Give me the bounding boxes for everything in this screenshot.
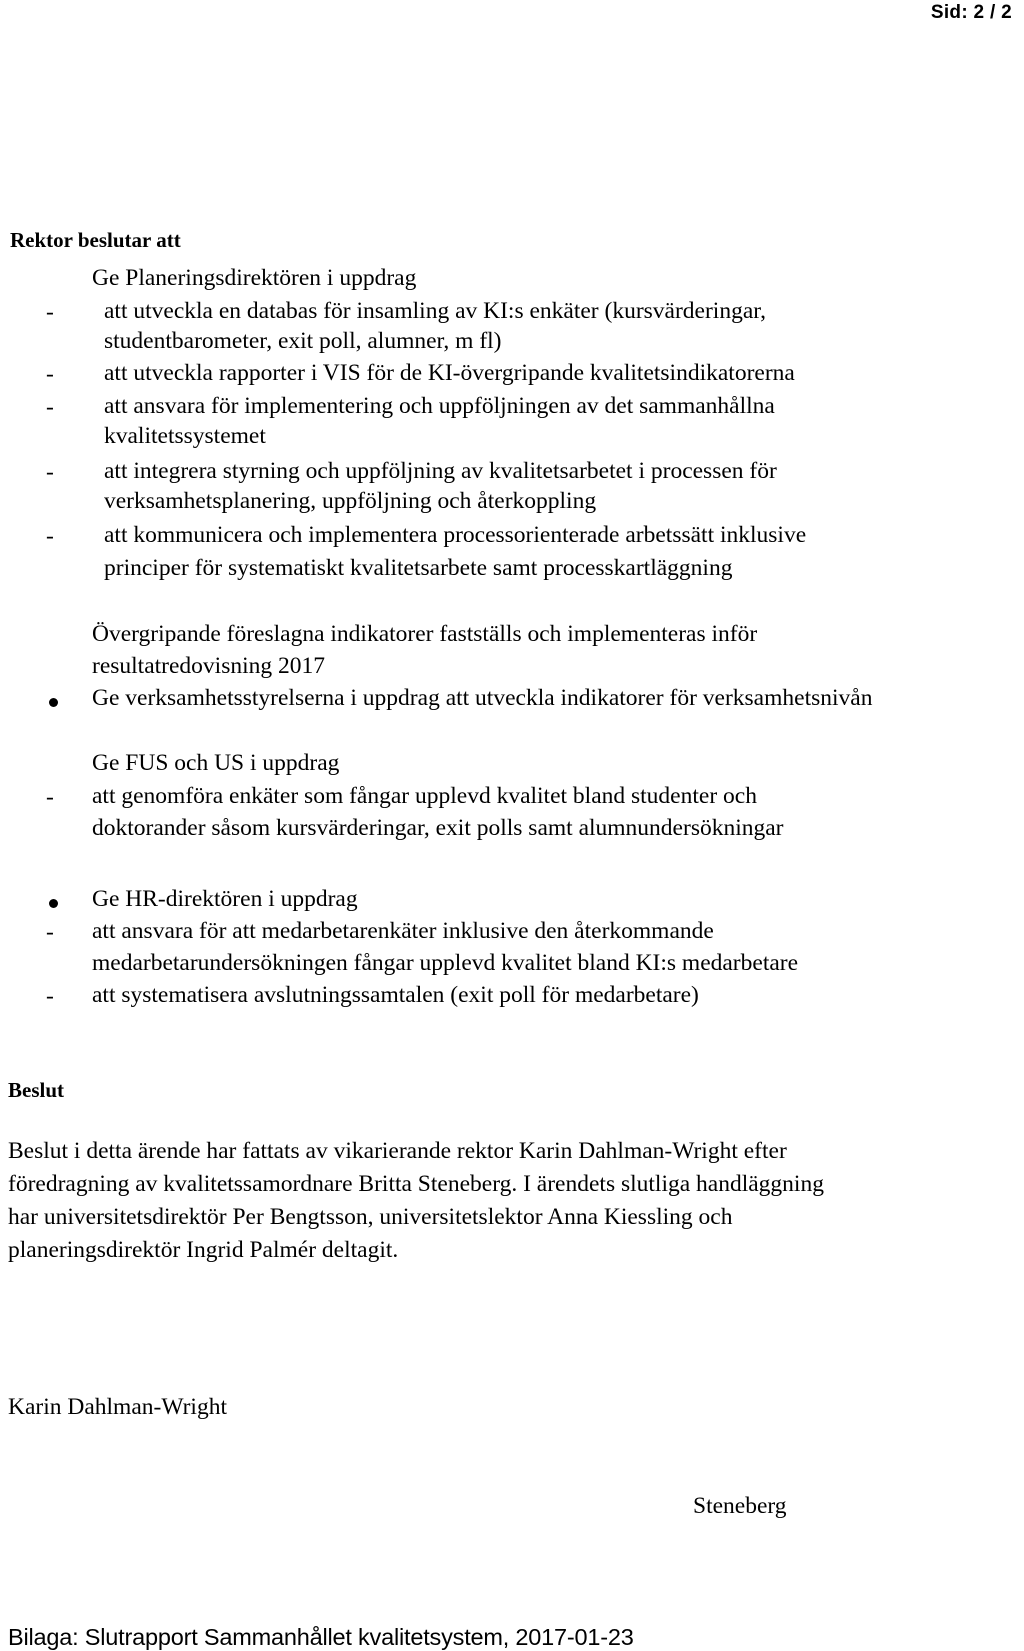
- beslut-paragraph-line-2: föredragning av kvalitetssamordnare Britta Steneberg. I ärendets slutliga handläggning: [8, 1171, 824, 1197]
- planning-item-1-line-1: att utveckla en databas för insamling av KI:s enkäter (kursvärderingar,: [104, 298, 767, 324]
- page-number: Sid: 2 / 2: [930, 2, 1012, 23]
- hr-item-1-line-2: medarbetarundersökningen fångar upplevd kvalitet bland KI:s medarbetare: [92, 950, 799, 976]
- beslut-paragraph-line-1: Beslut i detta ärende har fattats av vikarierande rektor Karin Dahlman-Wright efter: [8, 1138, 787, 1164]
- planning-item-2-line-1: att utveckla rapporter i VIS för de KI-övergripande kvalitetsindikatorerna: [104, 360, 795, 386]
- fus-us-line-2: doktorander såsom kursvärderingar, exit polls samt alumnundersökningar: [92, 815, 784, 841]
- hr-item-2-line-1: att systematisera avslutningssamtalen (exit poll för medarbetare): [92, 982, 699, 1008]
- dash-marker: -: [46, 299, 54, 325]
- boards-bullet-text: Ge verksamhetsstyrelserna i uppdrag att utveckla indikatorer för verksamhetsnivån: [92, 685, 873, 711]
- section-heading-beslut: Beslut: [8, 1078, 65, 1102]
- planning-item-3-line-1: att ansvara för implementering och uppföljningen av det sammanhållna: [104, 393, 775, 419]
- section-heading-rektor: Rektor beslutar att: [10, 228, 181, 252]
- hr-item-1-line-1: att ansvara för att medarbetarenkäter inklusive den återkommande: [92, 918, 714, 944]
- planning-item-5-line-1: att kommunicera och implementera processorienterade arbetssätt inklusive: [104, 522, 807, 548]
- beslut-paragraph-line-3: har universitetsdirektör Per Bengtsson, universitetslektor Anna Kiessling och: [8, 1204, 733, 1230]
- fus-us-intro: Ge FUS och US i uppdrag: [92, 750, 340, 776]
- planning-intro: Ge Planeringsdirektören i uppdrag: [92, 265, 417, 291]
- indicators-line-2: resultatredovisning 2017: [92, 653, 326, 679]
- bullet-dot: [49, 899, 58, 908]
- indicators-line-1: Övergripande föreslagna indikatorer fastställs och implementeras inför: [92, 621, 758, 647]
- signature-name-rector: Karin Dahlman-Wright: [8, 1394, 227, 1420]
- dash-marker: -: [46, 361, 54, 387]
- dash-marker: -: [46, 523, 54, 549]
- planning-item-1-line-2: studentbarometer, exit poll, alumner, m fl): [104, 328, 502, 354]
- planning-item-3-line-2: kvalitetssystemet: [104, 423, 266, 449]
- dash-marker: -: [46, 919, 54, 945]
- dash-marker: -: [46, 394, 54, 420]
- attachment-line: Bilaga: Slutrapport Sammanhållet kvalitetsystem, 2017-01-23: [8, 1624, 634, 1650]
- planning-item-4-line-2: verksamhetsplanering, uppföljning och återkoppling: [104, 488, 597, 514]
- planning-item-5-line-2: principer för systematiskt kvalitetsarbete samt processkartläggning: [104, 555, 733, 581]
- hr-intro: Ge HR-direktören i uppdrag: [92, 886, 358, 912]
- bullet-dot: [49, 698, 58, 707]
- fus-us-line-1: att genomföra enkäter som fångar upplevd kvalitet bland studenter och: [92, 783, 757, 809]
- dash-marker: -: [46, 784, 54, 810]
- signature-name-coordinator: Steneberg: [693, 1493, 787, 1519]
- planning-item-4-line-1: att integrera styrning och uppföljning av kvalitetsarbetet i processen för: [104, 458, 777, 484]
- dash-marker: -: [46, 983, 54, 1009]
- dash-marker: -: [46, 459, 54, 485]
- beslut-paragraph-line-4: planeringsdirektör Ingrid Palmér deltagit.: [8, 1237, 399, 1263]
